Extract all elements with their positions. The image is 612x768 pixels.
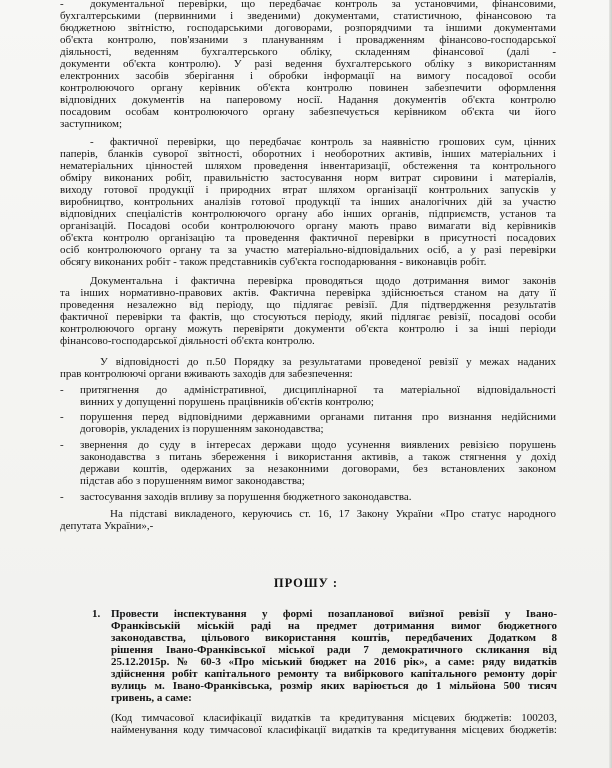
text-line: фактичної перевірки, що передбачає контроль за наявністю грошових сум, цінних	[110, 136, 556, 148]
item-line: вулиць м. Івано-Франківська, розмір яких варіюється до 1 мільйона 500 тисяч	[111, 680, 557, 692]
list-dash: -	[60, 491, 64, 503]
section-heading: ПРОШУ :	[273, 576, 339, 590]
list-dash: -	[60, 411, 64, 423]
text-line: паперів, бланків суворої звітності, оборотних і необоротних активів, інших матеріальних і	[60, 148, 556, 160]
list-dash: -	[60, 384, 64, 396]
text-line: На підставі викладеного, керуючись ст. 16, 17 Закону України «Про статус народного	[110, 508, 556, 520]
text-line: документальної перевірки, що передбачає контроль за установчими, фінансовими,	[90, 0, 556, 10]
text-line: фінансово-господарської діяльності об'єкта контролю.	[60, 335, 315, 347]
item-line: 25.12.2015р. № 60-3 «Про міський бюджет на 2016 рік», а саме: ряду видатків	[111, 656, 557, 668]
list-item-line: винних у допущенні порушень працівників об'єктів контролю;	[80, 396, 374, 408]
item-line: законодавства, цільового використання коштів, передбачених Додатком 8	[111, 632, 557, 644]
item-line: рішення Івано-Франківської міської ради 7 демократичного скликання від	[111, 644, 557, 656]
text-line: контролюючого органу можуть перевіряти документи об'єкта контролю і за інші періоди	[60, 323, 556, 335]
item-line: Провести інспектування у формі позапланової виїзної ревізії у Івано-	[111, 608, 557, 620]
text-line: організацій. Посадові особи контролюючого органу мають право вимагати від керівників	[60, 220, 556, 232]
text-line: об'єкта контролю, пов'язаними з плануванням і провадженням фінансово-господарської	[60, 34, 556, 46]
list-dash: -	[60, 439, 64, 451]
text-line: бюджетною звітністю, господарськими договорами, розпорядчими та іншими документами	[60, 22, 556, 34]
text-line: обсягу виконаних робіт - також представників суб'єкта господарювання - виконавців робіт.	[60, 256, 487, 268]
text-line: Документальна і фактична перевірка проводяться щодо дотримання вимог законів	[90, 275, 556, 287]
list-item-line: законодавства з питань збереження і використання активів, а також стягнення у дохід	[80, 451, 556, 463]
text-line: об'єкта контролю організацію та проведення фактичної перевірки в присутності посадових	[60, 232, 556, 244]
text-line: діяльності, веденням бухгалтерського обліку, складенням фінансової (далі -	[60, 46, 556, 58]
text-line: обміру виконаних робіт, правильністю застосування норм витрат сировини і матеріалів,	[60, 172, 556, 184]
text-line: фактичної перевірки та фактів, що стосуються періоду, який підлягає ревізії, посадові особи	[60, 311, 556, 323]
item-number: 1.	[92, 608, 101, 620]
text-line: документи об'єкта контролю). У разі ведення бухгалтерського обліку з використанням	[60, 58, 556, 70]
text-line: заступником;	[60, 118, 123, 130]
list-dash: -	[90, 136, 94, 148]
text-line: відповідних документів на паперовому носії. Надання документів об'єкта контролю	[60, 94, 556, 106]
item-line: здійснення робіт капітального ремонту та вибіркового капітального ремонту доріг	[111, 668, 557, 680]
list-dash: -	[60, 0, 64, 10]
list-item-line: застосування заходів впливу за порушення бюджетного законодавства.	[80, 491, 412, 503]
text-line: депутата України»,-	[60, 520, 154, 532]
text-line: осіб контролюючого органу та за участю матеріально-відповідальних осіб, а у разі перевірки	[60, 244, 556, 256]
text-line: виробництво, контрольних аналізів готової продукції та інших аналогічних дій за участю	[60, 196, 556, 208]
list-item-line: підстав або з порушенням вимог законодавства;	[80, 475, 305, 487]
text-line: та інших нормативно-правових актів. Фактична перевірка здійснюється станом на дату її	[60, 287, 556, 299]
text-line: виходу готової продукції і природних втрат шляхом організації контрольних запусків у	[60, 184, 556, 196]
text-line: контролюючого органу керівник об'єкта контролю повинен забезпечити оформлення	[60, 82, 556, 94]
item-line: гривень, а саме:	[111, 692, 192, 704]
item-line: (Код тимчасової класифікації видатків та кредитування місцевих бюджетів: 100203,	[111, 712, 557, 724]
list-item-line: порушення перед відповідними державними органами питання про визнання недійсними	[80, 411, 556, 423]
text-line: нематеріальних цінностей шляхом проведення інвентаризації, обстеження та контрольного	[60, 160, 556, 172]
text-line: відповідних спеціалістів контролюючого органу або інших органів, підприємств, установ та	[60, 208, 556, 220]
item-line: Франківській міській раді на предмет дотримання вимог бюджетного	[111, 620, 557, 632]
list-item-line: притягнення до адміністративної, дисциплінарної та матеріальної відповідальності	[80, 384, 556, 396]
list-item-line: держави коштів, одержаних за незаконними договорами, без встановлених законом	[80, 463, 556, 475]
text-line: У відповідності до п.50 Порядку за результатами проведеної ревізії у межах наданих	[100, 356, 556, 368]
item-line: найменування коду тимчасової класифікації видатків та кредитування місцевих бюджетів:	[111, 724, 557, 736]
text-line: прав контролюючі органи вживають заходів для забезпечення:	[60, 368, 353, 380]
list-item-line: договорів, укладених із порушенням законодавства;	[80, 423, 324, 435]
text-line: електронних засобів зберігання і обробки інформації на вимогу посадової особи	[60, 70, 556, 82]
text-line: проведення незалежно від періоду, що підлягає ревізії. Для підтвердження результатів	[60, 299, 556, 311]
list-item-line: звернення до суду в інтересах держави щодо усунення виявлених ревізією порушень	[80, 439, 556, 451]
text-line: бухгалтерськими (первинними і зведеними) документами, статистичною, фінансовою та	[60, 10, 556, 22]
text-line: посадовим особам контролюючого органу забезпечується керівником об'єкта чи його	[60, 106, 556, 118]
